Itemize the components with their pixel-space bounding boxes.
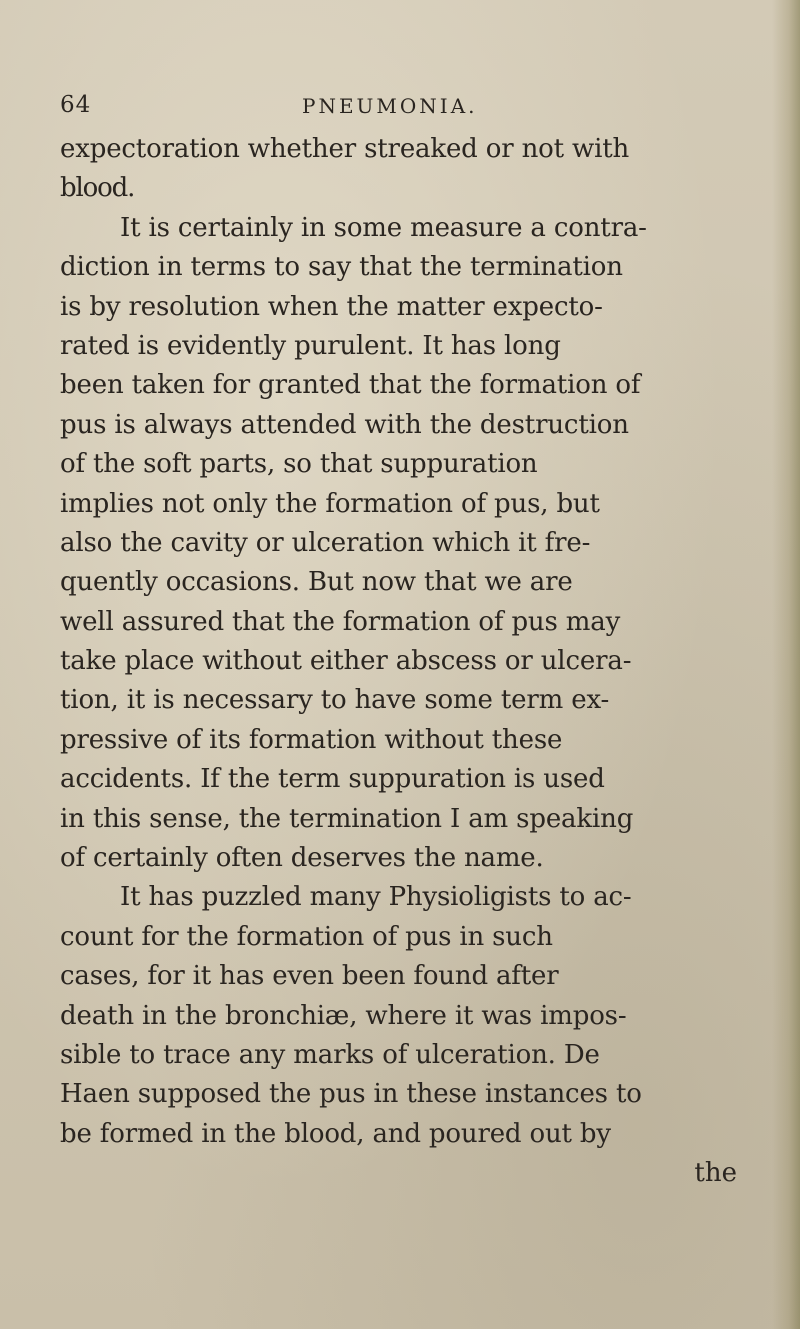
text-line: of the soft parts, so that suppuration [60, 449, 538, 480]
running-head: PNEUMONIA. [302, 94, 478, 118]
text-line: take place without either abscess or ulcera- [60, 646, 632, 677]
text-line: tion, it is necessary to have some term ex- [60, 685, 610, 716]
page-number: 64 [60, 92, 92, 118]
text-line: quently occasions. But now that we are [60, 567, 573, 598]
page-header [60, 92, 740, 126]
text-line: is by resolution when the matter expecto- [60, 291, 603, 322]
page-edge-shadow [772, 0, 800, 1329]
text-line: been taken for granted that the formation of [60, 370, 641, 401]
text-line: count for the formation of pus in such [60, 921, 553, 952]
text-line: cases, for it has even been found after [60, 961, 559, 992]
text-line: death in the bronchiæ, where it was impos- [60, 1000, 627, 1031]
text-line: diction in terms to say that the termination [60, 252, 623, 283]
text-line: accidents. If the term suppuration is used [60, 764, 605, 795]
text-line: in this sense, the termination I am speaking [60, 803, 634, 834]
text-line: rated is evidently purulent. It has long [60, 330, 561, 361]
text-line: pus is always attended with the destruction [60, 409, 629, 440]
text-line: Haen supposed the pus in these instances to [60, 1079, 642, 1110]
text-line: It is certainly in some measure a contra- [120, 212, 647, 243]
text-line: sible to trace any marks of ulceration. De [60, 1039, 600, 1070]
catchword: the [694, 1158, 737, 1189]
text-line: be formed in the blood, and poured out by [60, 1118, 611, 1149]
body-text [60, 130, 750, 1194]
text-line: It has puzzled many Physioligists to ac- [120, 882, 632, 913]
text-line: expectoration whether streaked or not with [60, 134, 630, 164]
text-line: also the cavity or ulceration which it fre- [60, 527, 591, 558]
text-line: blood. [60, 173, 135, 204]
text-line: well assured that the formation of pus may [60, 606, 621, 637]
text-line: implies not only the formation of pus, but [60, 488, 600, 519]
text-line: of certainly often deserves the name. [60, 843, 544, 874]
text-line: pressive of its formation without these [60, 724, 563, 755]
